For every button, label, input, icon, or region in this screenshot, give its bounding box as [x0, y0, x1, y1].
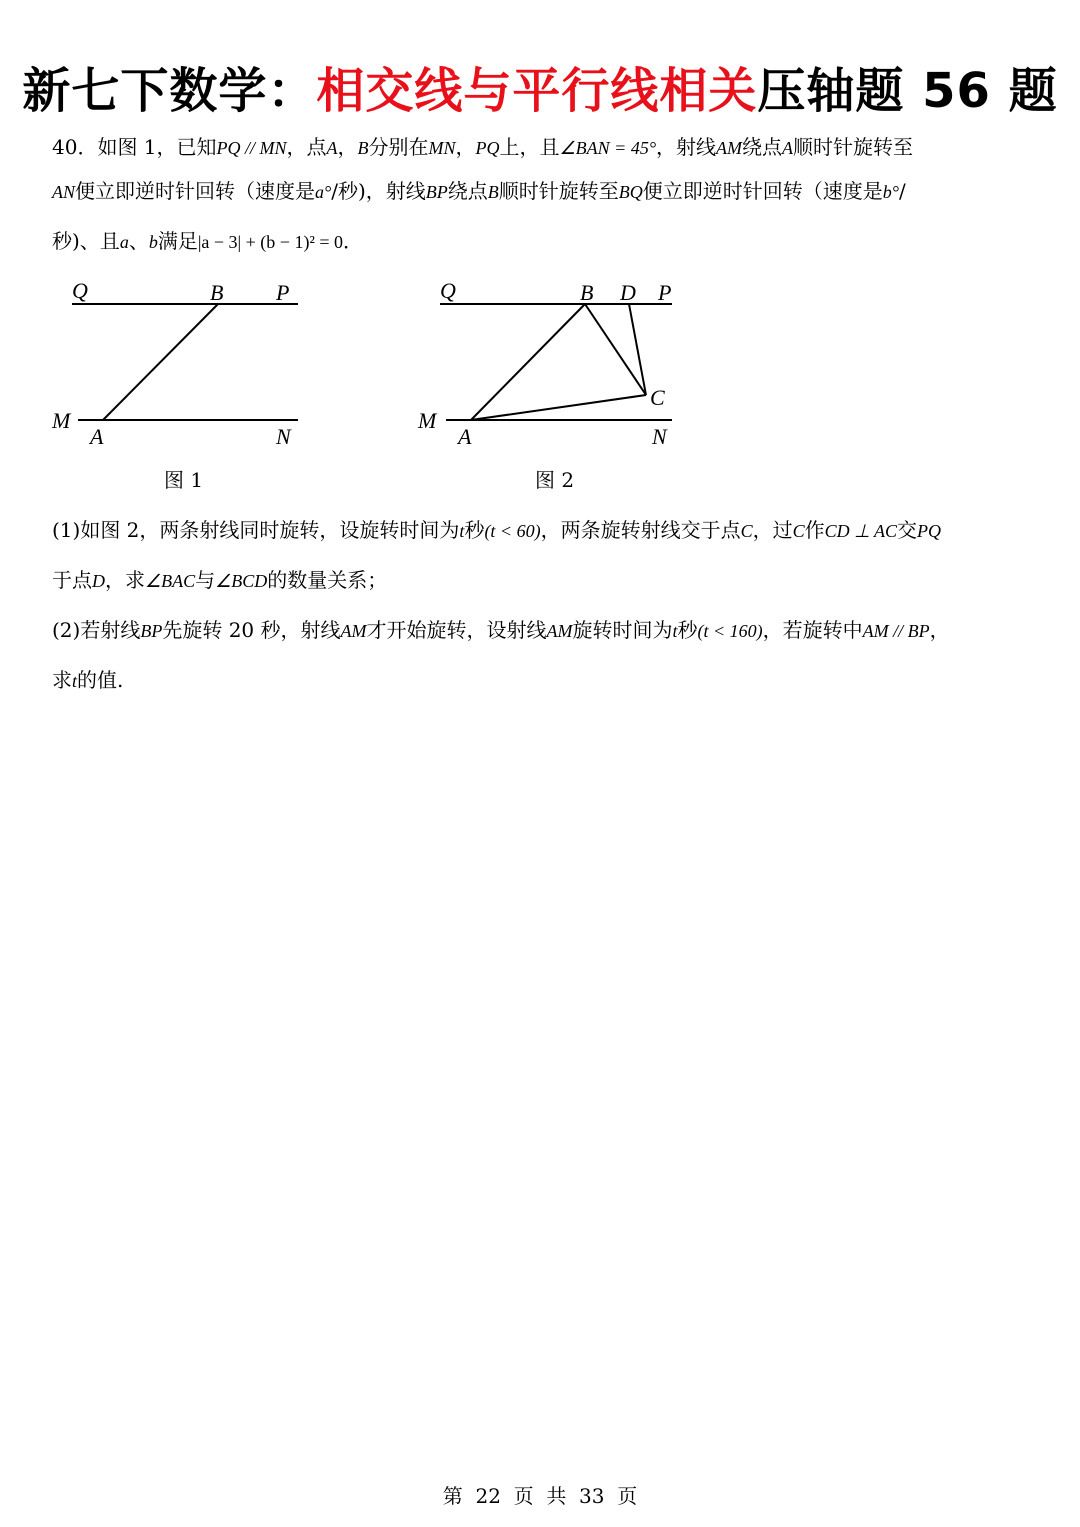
text: ，点 [286, 135, 327, 159]
text: ，若旋转中 [762, 618, 863, 642]
label-c: C [650, 385, 665, 410]
text: 交 [896, 518, 917, 542]
text: 绕点 [447, 179, 488, 203]
label-a: A [90, 424, 104, 449]
problem-line-2 [52, 168, 1032, 215]
math-ray: AM [340, 621, 367, 641]
text: 先旋转 20 秒，射线 [162, 618, 341, 642]
math-condition: (t < 160) [697, 621, 763, 641]
label-p: P [658, 280, 672, 305]
math-ray: BP [425, 182, 448, 202]
problem-line-3 [52, 218, 1032, 265]
part-1-line-1 [52, 507, 1032, 554]
text: ， [337, 135, 358, 159]
label-b: B [580, 280, 594, 305]
math-equation: |a − 3| + (b − 1)² = 0 [197, 232, 343, 252]
math-var: a [119, 232, 129, 252]
text: ，过 [752, 518, 793, 542]
math-ray: AM [716, 138, 743, 158]
problem-number: 40． [52, 135, 98, 159]
math-angle: ∠BAC [145, 571, 196, 591]
text: 上，且 [499, 135, 560, 159]
math-var: b [148, 232, 158, 252]
text: 顺时针旋转至 [498, 179, 619, 203]
problem-line-1 [52, 124, 1032, 171]
page-footer: 第 22 页 共 33 页 [442, 1484, 638, 1508]
figure-2-diagram [410, 270, 690, 460]
text: 满足 [157, 229, 198, 253]
text: ， [929, 618, 950, 642]
math-segment: BQ [618, 182, 643, 202]
math-speed: a° [315, 182, 332, 202]
text: 顺时针旋转至 [793, 135, 914, 159]
math-var: t [672, 621, 678, 641]
math-angle: ∠BAN = 45° [559, 138, 657, 158]
math-point: C [792, 521, 805, 541]
math-ray: AM [546, 621, 573, 641]
label-m: M [52, 408, 71, 433]
math-segment: PQ [916, 521, 941, 541]
math-point: D [92, 571, 105, 591]
math-angle: ∠BCD [215, 571, 268, 591]
math-condition: (t < 60) [484, 521, 541, 541]
label-n: N [276, 424, 291, 449]
math-perpendicular: CD ⊥ AC [824, 521, 897, 541]
text: 秒 [677, 618, 698, 642]
math-point: A [326, 138, 338, 158]
text: (2)若射线 [52, 618, 141, 642]
text: ． [343, 229, 363, 253]
text: 分别在 [368, 135, 429, 159]
label-a: A [458, 424, 472, 449]
title-part-1: 新七下数学： [22, 63, 317, 119]
math-point: A [782, 138, 794, 158]
page-title [0, 52, 1080, 121]
part-1-line-2 [52, 557, 1032, 604]
label-d: D [620, 280, 636, 305]
text: ，求 [105, 568, 145, 592]
text: 作 [804, 518, 825, 542]
text: 便立即逆时针回转（速度是 [75, 179, 316, 203]
math-point: B [487, 182, 499, 202]
segment-ac [471, 395, 646, 420]
figure-1-diagram [40, 270, 320, 460]
text: 秒 [464, 518, 485, 542]
text: 秒)、且 [52, 229, 120, 253]
text: ， [455, 135, 476, 159]
text: 才开始旋转，设射线 [366, 618, 547, 642]
label-q: Q [72, 278, 88, 303]
text: / [898, 179, 906, 203]
math-parallel: AM // BP [862, 621, 930, 641]
math-point: B [357, 138, 369, 158]
figure-2-caption: 图 2 [535, 468, 575, 492]
math-parallel: PQ // MN [216, 138, 287, 158]
label-m: M [418, 408, 437, 433]
math-speed: b° [882, 182, 899, 202]
title-part-3: 压轴题 56 题 [757, 63, 1058, 119]
text: 的值. [77, 668, 124, 692]
figure-1-caption: 图 1 [164, 468, 204, 492]
math-point: C [740, 521, 753, 541]
label-p: P [276, 280, 290, 305]
text: 如图 1，已知 [97, 135, 217, 159]
segment-ab [471, 304, 585, 420]
label-b: B [210, 280, 224, 305]
text: 便立即逆时针回转（速度是 [642, 179, 883, 203]
math-segment: AN [52, 182, 76, 202]
math-var: t [72, 671, 78, 691]
math-segment: MN [428, 138, 456, 158]
text: 的数量关系； [267, 568, 388, 592]
part-2-line-2 [52, 657, 1032, 704]
text: (1)如图 2，两条射线同时旋转，设旋转时间为 [52, 518, 460, 542]
text: 于点 [52, 568, 92, 592]
label-q: Q [440, 278, 456, 303]
text: ，射线 [656, 135, 717, 159]
title-part-2: 相交线与平行线相关 [316, 63, 758, 119]
math-ray: BP [140, 621, 163, 641]
text: 旋转时间为 [572, 618, 673, 642]
segment-ab [103, 304, 218, 420]
text: /秒)，射线 [331, 179, 426, 203]
text: 求 [52, 668, 72, 692]
part-2-line-1 [52, 607, 1032, 654]
text: ，两条旋转射线交于点 [540, 518, 741, 542]
text: 、 [128, 229, 149, 253]
math-var: t [459, 521, 465, 541]
math-segment: PQ [475, 138, 500, 158]
label-n: N [652, 424, 667, 449]
text: 绕点 [742, 135, 783, 159]
text: 与 [195, 568, 216, 592]
